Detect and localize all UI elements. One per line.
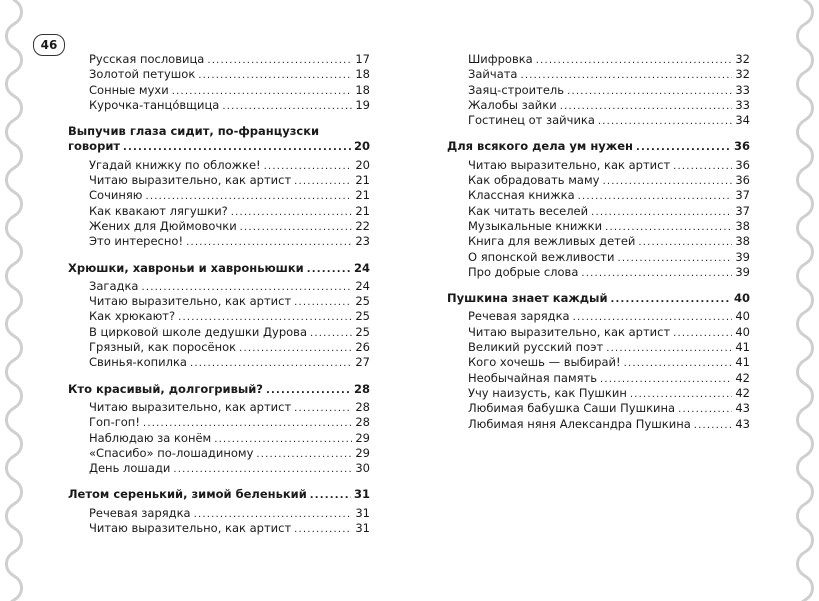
toc-section-heading[interactable]: Пушкина знает каждый ..... 40 — [447, 291, 750, 306]
toc-entry[interactable]: Читаю выразительно, как артист ..... 28 — [89, 400, 370, 415]
toc-section-heading[interactable]: Хрюшки, хавроньи и хавроньюшки ..... 24 — [68, 261, 370, 276]
toc-entry[interactable]: Сонные мухи ..... 18 — [89, 83, 370, 98]
toc-entry[interactable]: В цирковой школе дедушки Дурова ..... 25 — [89, 325, 370, 340]
toc-entry[interactable]: Необычайная память ..... 42 — [468, 371, 750, 386]
toc-entry[interactable]: Жених для Дюймовочки ..... 22 — [89, 219, 370, 234]
toc-entry[interactable]: Золотой петушок ..... 18 — [89, 67, 370, 82]
toc-section — [68, 124, 370, 249]
toc-section-heading[interactable]: Выпучив глаза сидит, по-французски говорит ..... 20 — [68, 124, 370, 155]
toc-entry[interactable]: Жалобы зайки ..... 33 — [468, 98, 750, 113]
toc-entry[interactable]: Читаю выразительно, как артист ..... 40 — [468, 325, 750, 340]
toc-top-group-left — [89, 52, 370, 113]
toc-entry[interactable]: Кого хочешь — выбирай! ..... 41 — [468, 355, 750, 370]
toc-entry[interactable]: Читаю выразительно, как артист ..... 25 — [89, 294, 370, 309]
page-number-badge — [33, 34, 65, 56]
toc-entry[interactable]: Грязный, как поросёнок ..... 26 — [89, 340, 370, 355]
toc-entry[interactable]: Речевая зарядка ..... 31 — [89, 506, 370, 521]
toc-entry[interactable]: Читаю выразительно, как артист ..... 21 — [89, 173, 370, 188]
toc-entry[interactable]: Учу наизусть, как Пушкин ..... 42 — [468, 386, 750, 401]
toc-entry[interactable]: Читаю выразительно, как артист ..... 31 — [89, 521, 370, 536]
toc-entry[interactable]: Читаю выразительно, как артист ..... 36 — [468, 158, 750, 173]
toc-top-group-right — [468, 52, 750, 128]
toc-entry[interactable]: Свинья-копилка ..... 27 — [89, 355, 370, 370]
toc-entry[interactable]: Любимая няня Александра Пушкина ..... 43 — [468, 417, 750, 432]
toc-section — [447, 139, 750, 280]
toc-entry[interactable]: Про добрые слова ..... 39 — [468, 265, 750, 280]
toc-entry[interactable]: День лошади ..... 30 — [89, 461, 370, 476]
toc-entry[interactable]: Как хрюкают? ..... 25 — [89, 309, 370, 324]
toc-entry[interactable]: Любимая бабушка Саши Пушкина ..... 43 — [468, 401, 750, 416]
toc-entry[interactable]: Как читать веселей ..... 37 — [468, 204, 750, 219]
toc-entry[interactable]: Русская пословица ..... 17 — [89, 52, 370, 67]
toc-section — [68, 382, 370, 477]
toc-section — [68, 261, 370, 371]
toc-entry[interactable]: Загадка ..... 24 — [89, 279, 370, 294]
toc-entry[interactable]: Как обрадовать маму ..... 36 — [468, 173, 750, 188]
toc-section — [447, 291, 750, 432]
toc-entry[interactable]: Курочка-танцо́вщица ..... 19 — [89, 98, 370, 113]
toc-column-right — [447, 52, 750, 432]
toc-entry[interactable]: О японской вежливости ..... 39 — [468, 250, 750, 265]
toc-entry[interactable]: Зайчата ..... 32 — [468, 67, 750, 82]
toc-entry[interactable]: Книга для вежливых детей ..... 38 — [468, 234, 750, 249]
toc-entry[interactable]: Это интересно! ..... 23 — [89, 234, 370, 249]
toc-entry[interactable]: Как квакают лягушки? ..... 21 — [89, 204, 370, 219]
toc-entry[interactable]: Гоп-гоп! ..... 28 — [89, 415, 370, 430]
toc-entry[interactable]: Великий русский поэт ..... 41 — [468, 340, 750, 355]
toc-section-heading[interactable]: Летом серенький, зимой беленький ..... 31 — [68, 487, 370, 502]
decorative-wave-border-right — [785, 0, 819, 601]
toc-entry[interactable]: Речевая зарядка ..... 40 — [468, 309, 750, 324]
toc-entry[interactable]: «Спасибо» по-лошадиному ..... 29 — [89, 446, 370, 461]
toc-entry[interactable]: Наблюдаю за конём ..... 29 — [89, 431, 370, 446]
toc-entry[interactable]: Классная книжка ..... 37 — [468, 188, 750, 203]
toc-entry[interactable]: Сочиняю ..... 21 — [89, 188, 370, 203]
decorative-wave-border-left — [0, 0, 34, 601]
toc-entry[interactable]: Заяц-строитель ..... 33 — [468, 83, 750, 98]
toc-section — [68, 487, 370, 536]
toc-section-heading[interactable]: Кто красивый, долгогривый? ..... 28 — [68, 382, 370, 397]
toc-entry[interactable]: Музыкальные книжки ..... 38 — [468, 219, 750, 234]
toc-entry[interactable]: Гостинец от зайчика ..... 34 — [468, 113, 750, 128]
page-number: 46 — [40, 38, 58, 52]
toc-entry[interactable]: Шифровка ..... 32 — [468, 52, 750, 67]
toc-column-left — [68, 52, 370, 536]
toc-entry[interactable]: Угадай книжку по обложке! ..... 20 — [89, 158, 370, 173]
toc-section-heading[interactable]: Для всякого дела ум нужен ..... 36 — [447, 139, 750, 154]
